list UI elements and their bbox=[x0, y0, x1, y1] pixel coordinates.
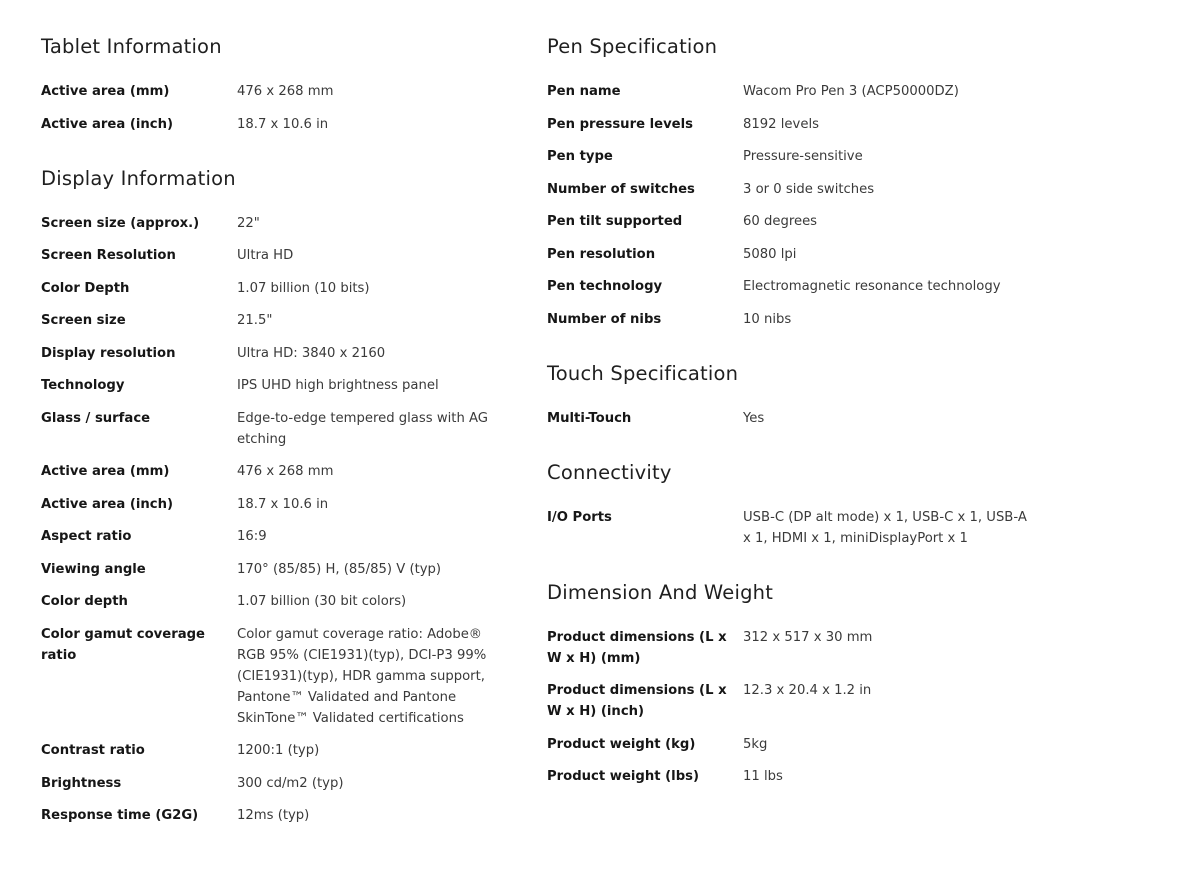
spec-row bbox=[41, 526, 511, 547]
spec-value: 60 degrees bbox=[743, 214, 818, 229]
display-information-section bbox=[41, 166, 511, 827]
spec-label: Active area (mm) bbox=[41, 464, 170, 479]
spec-value: 3 or 0 side switches bbox=[743, 181, 875, 197]
spec-row bbox=[547, 766, 1167, 787]
spec-row bbox=[547, 211, 1167, 232]
spec-value: 12ms (typ) bbox=[237, 808, 310, 823]
spec-value: 18.7 x 10.6 in bbox=[237, 496, 329, 512]
spec-value: 1200:1 (typ) bbox=[237, 743, 320, 758]
spec-label: Color depth bbox=[41, 594, 128, 609]
spec-label: Technology bbox=[41, 378, 125, 393]
spec-value: Pressure-sensitive bbox=[743, 149, 863, 164]
section-title-connectivity: Connectivity bbox=[547, 460, 672, 484]
spec-value: 5kg bbox=[743, 736, 768, 752]
spec-label: Product weight (lbs) bbox=[547, 769, 700, 784]
spec-label: Aspect ratio bbox=[41, 529, 132, 544]
dimension-weight-section bbox=[547, 580, 1167, 788]
spec-value: 476 x 268 mm bbox=[237, 464, 334, 479]
spec-row bbox=[547, 244, 1167, 265]
spec-label: Product weight (kg) bbox=[547, 736, 696, 752]
spec-row bbox=[547, 309, 1167, 330]
spec-row bbox=[41, 245, 511, 266]
spec-row bbox=[41, 213, 511, 234]
spec-value: 18.7 x 10.6 in bbox=[237, 116, 329, 132]
spec-row bbox=[41, 740, 511, 761]
spec-row bbox=[547, 734, 1167, 755]
spec-row bbox=[41, 81, 511, 102]
spec-value: 1.07 billion (10 bits) bbox=[237, 280, 370, 296]
spec-row bbox=[41, 310, 511, 331]
spec-label: Glass / surface bbox=[41, 410, 151, 426]
spec-label: Brightness bbox=[41, 775, 122, 791]
spec-row bbox=[41, 591, 511, 612]
spec-row bbox=[41, 461, 511, 482]
spec-value: 12.3 x 20.4 x 1.2 in bbox=[743, 683, 872, 698]
section-title-touch: Touch Specification bbox=[547, 361, 739, 385]
spec-row bbox=[547, 627, 1167, 669]
spec-row bbox=[547, 179, 1167, 200]
pen-specification-section bbox=[547, 0, 1167, 330]
spec-row bbox=[547, 114, 1167, 135]
spec-value: USB-C (DP alt mode) x 1, USB-C x 1, USB-A x 1, HDMI x 1, miniDisplayPort x 1 bbox=[743, 509, 1027, 546]
section-title-dimension: Dimension And Weight bbox=[547, 580, 774, 604]
spec-label: Active area (mm) bbox=[41, 84, 170, 99]
spec-label: Contrast ratio bbox=[41, 743, 145, 758]
spec-label: Pen type bbox=[547, 149, 613, 164]
spec-value: IPS UHD high brightness panel bbox=[237, 378, 439, 393]
spec-label: Product dimensions (L x W x H) (mm) bbox=[547, 629, 727, 666]
right-column bbox=[547, 0, 1167, 818]
section-title-tablet: Tablet Information bbox=[41, 35, 222, 58]
left-column bbox=[41, 0, 511, 857]
spec-value: Electromagnetic resonance technology bbox=[743, 279, 1001, 294]
spec-row bbox=[547, 507, 1167, 549]
touch-specification-section bbox=[547, 361, 1167, 429]
spec-value: Ultra HD bbox=[237, 248, 294, 263]
spec-label: Product dimensions (L x W x H) (inch) bbox=[547, 683, 727, 719]
spec-value: Yes bbox=[743, 410, 765, 426]
spec-row bbox=[41, 343, 511, 364]
spec-value: 8192 levels bbox=[743, 116, 819, 132]
spec-value: 22" bbox=[237, 215, 260, 231]
spec-value: 21.5" bbox=[237, 313, 273, 328]
spec-label: Pen tilt supported bbox=[547, 214, 683, 229]
spec-row bbox=[41, 494, 511, 515]
spec-value: 476 x 268 mm bbox=[237, 84, 334, 99]
spec-label: Screen size (approx.) bbox=[41, 215, 200, 231]
spec-row bbox=[547, 408, 1167, 429]
spec-value: 11 lbs bbox=[743, 769, 783, 784]
spec-label: Pen technology bbox=[547, 279, 663, 294]
spec-value: 170° (85/85) H, (85/85) V (typ) bbox=[237, 561, 442, 577]
section-title-display: Display Information bbox=[41, 166, 236, 190]
spec-label: Color gamut coverage ratio bbox=[41, 626, 205, 663]
spec-label: Color Depth bbox=[41, 280, 130, 296]
spec-value: Color gamut coverage ratio: Adobe® RGB 95% (CIE1931)(typ), DCI-P3 99% (CIE1931)(typ), HDR gamma support, Pantone™ Validated and Pantone SkinTone™ Validated certifications bbox=[237, 626, 487, 726]
spec-value: Edge-to-edge tempered glass with AG etching bbox=[237, 410, 489, 447]
spec-row bbox=[41, 375, 511, 396]
spec-row bbox=[41, 278, 511, 299]
spec-value: 5080 lpi bbox=[743, 246, 797, 262]
spec-label: Screen size bbox=[41, 313, 126, 328]
section-title-pen: Pen Specification bbox=[547, 35, 718, 58]
spec-label: Response time (G2G) bbox=[41, 808, 199, 823]
spec-label: Active area (inch) bbox=[41, 496, 173, 512]
spec-row bbox=[41, 408, 511, 450]
spec-label: Display resolution bbox=[41, 345, 176, 361]
spec-row bbox=[547, 276, 1167, 297]
tablet-information-section bbox=[41, 0, 511, 135]
spec-label: I/O Ports bbox=[547, 509, 612, 525]
spec-value: 312 x 517 x 30 mm bbox=[743, 629, 873, 645]
spec-value: Wacom Pro Pen 3 (ACP50000DZ) bbox=[743, 84, 959, 99]
spec-label: Multi-Touch bbox=[547, 410, 632, 426]
spec-label: Viewing angle bbox=[41, 561, 146, 577]
spec-label: Pen name bbox=[547, 84, 621, 99]
spec-row bbox=[547, 146, 1167, 167]
spec-value: Ultra HD: 3840 x 2160 bbox=[237, 345, 386, 361]
spec-row bbox=[41, 773, 511, 794]
connectivity-section bbox=[547, 460, 1167, 549]
spec-row bbox=[41, 624, 511, 729]
spec-label: Number of nibs bbox=[547, 311, 662, 327]
spec-value: 16:9 bbox=[237, 529, 267, 544]
spec-row bbox=[547, 81, 1167, 102]
spec-row bbox=[41, 114, 511, 135]
spec-value: 300 cd/m2 (typ) bbox=[237, 775, 344, 791]
spec-label: Pen resolution bbox=[547, 246, 656, 262]
spec-value: 1.07 billion (30 bit colors) bbox=[237, 594, 407, 609]
spec-row bbox=[41, 559, 511, 580]
spec-value: 10 nibs bbox=[743, 311, 792, 327]
spec-row bbox=[547, 680, 1167, 722]
spec-label: Number of switches bbox=[547, 181, 695, 197]
spec-label: Screen Resolution bbox=[41, 248, 176, 263]
spec-row bbox=[41, 805, 511, 826]
spec-label: Active area (inch) bbox=[41, 116, 173, 132]
spec-label: Pen pressure levels bbox=[547, 116, 693, 132]
